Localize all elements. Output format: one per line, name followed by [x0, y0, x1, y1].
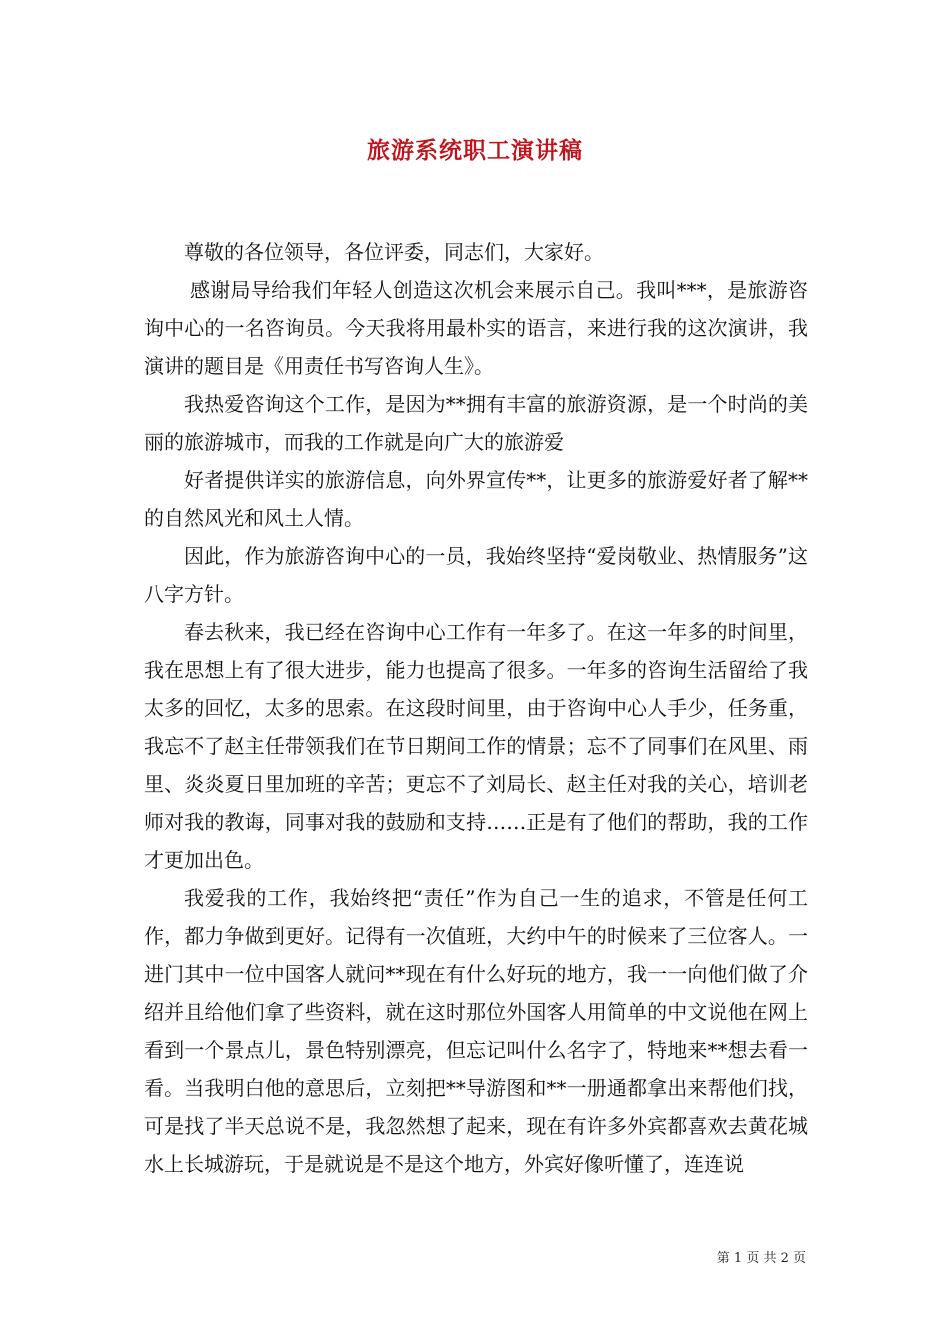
paragraph-love-of-work: 我热爱咨询这个工作，是因为**拥有丰富的旅游资源，是一个时尚的美丽的旅游城市，而我的工作就是向广大的旅游爱	[144, 392, 808, 454]
paragraph-principle: 因此，作为旅游咨询中心的一员，我始终坚持“爱岗敬业、热情服务”这八字方针。	[144, 544, 808, 606]
document-body	[144, 233, 808, 1183]
page-number: 第 1 页 共 2 页	[716, 1251, 806, 1266]
paragraph-provide-information: 好者提供详实的旅游信息，向外界宣传**，让更多的旅游爱好者了解**的自然风光和风土人情。	[144, 468, 808, 530]
page-title: 旅游系统职工演讲稿	[367, 137, 583, 164]
paragraph-greeting: 尊敬的各位领导，各位评委，同志们，大家好。	[184, 240, 604, 264]
paragraph-story: 我爱我的工作，我始终把“责任”作为自己一生的追求，不管是任何工作，都力争做到更好。记得有一次值班，大约中午的时候来了三位客人。一进门其中一位中国客人就问**现在有什么好玩的地方，我一一向他们做了介绍并且给他们拿了些资料，就在这时那位外国客人用简单的中文说他在网上看到一个景点儿，景色特别漂亮，但忘记叫什么名字了，特地来**想去看一看。当我明白他的意思后，立刻把**导游图和**一册通都拿出来帮他们找，可是找了半天总说不是，我忽然想了起来，现在有许多外宾都喜欢去黄花城水上长城游玩，于是就说是不是这个地方，外宾好像听懂了，连连说	[144, 886, 808, 1176]
paragraph-introduction: 感谢局导给我们年轻人创造这次机会来展示自己。我叫***，是旅游咨询中心的一名咨询员。今天我将用最朴实的语言，来进行我的这次演讲，我演讲的题目是《用责任书写咨询人生》。	[144, 278, 808, 378]
paragraph-experience: 春去秋来，我已经在咨询中心工作有一年多了。在这一年多的时间里，我在思想上有了很大进步，能力也提高了很多。一年多的咨询生活留给了我太多的回忆，太多的思索。在这段时间里，由于咨询中心人手少，任务重，我忘不了赵主任带领我们在节日期间工作的情景；忘不了同事们在风里、雨里、炎炎夏日里加班的辛苦；更忘不了刘局长、赵主任对我的关心，培训老师对我的教诲，同事对我的鼓励和支持……正是有了他们的帮助，我的工作才更加出色。	[144, 620, 808, 872]
